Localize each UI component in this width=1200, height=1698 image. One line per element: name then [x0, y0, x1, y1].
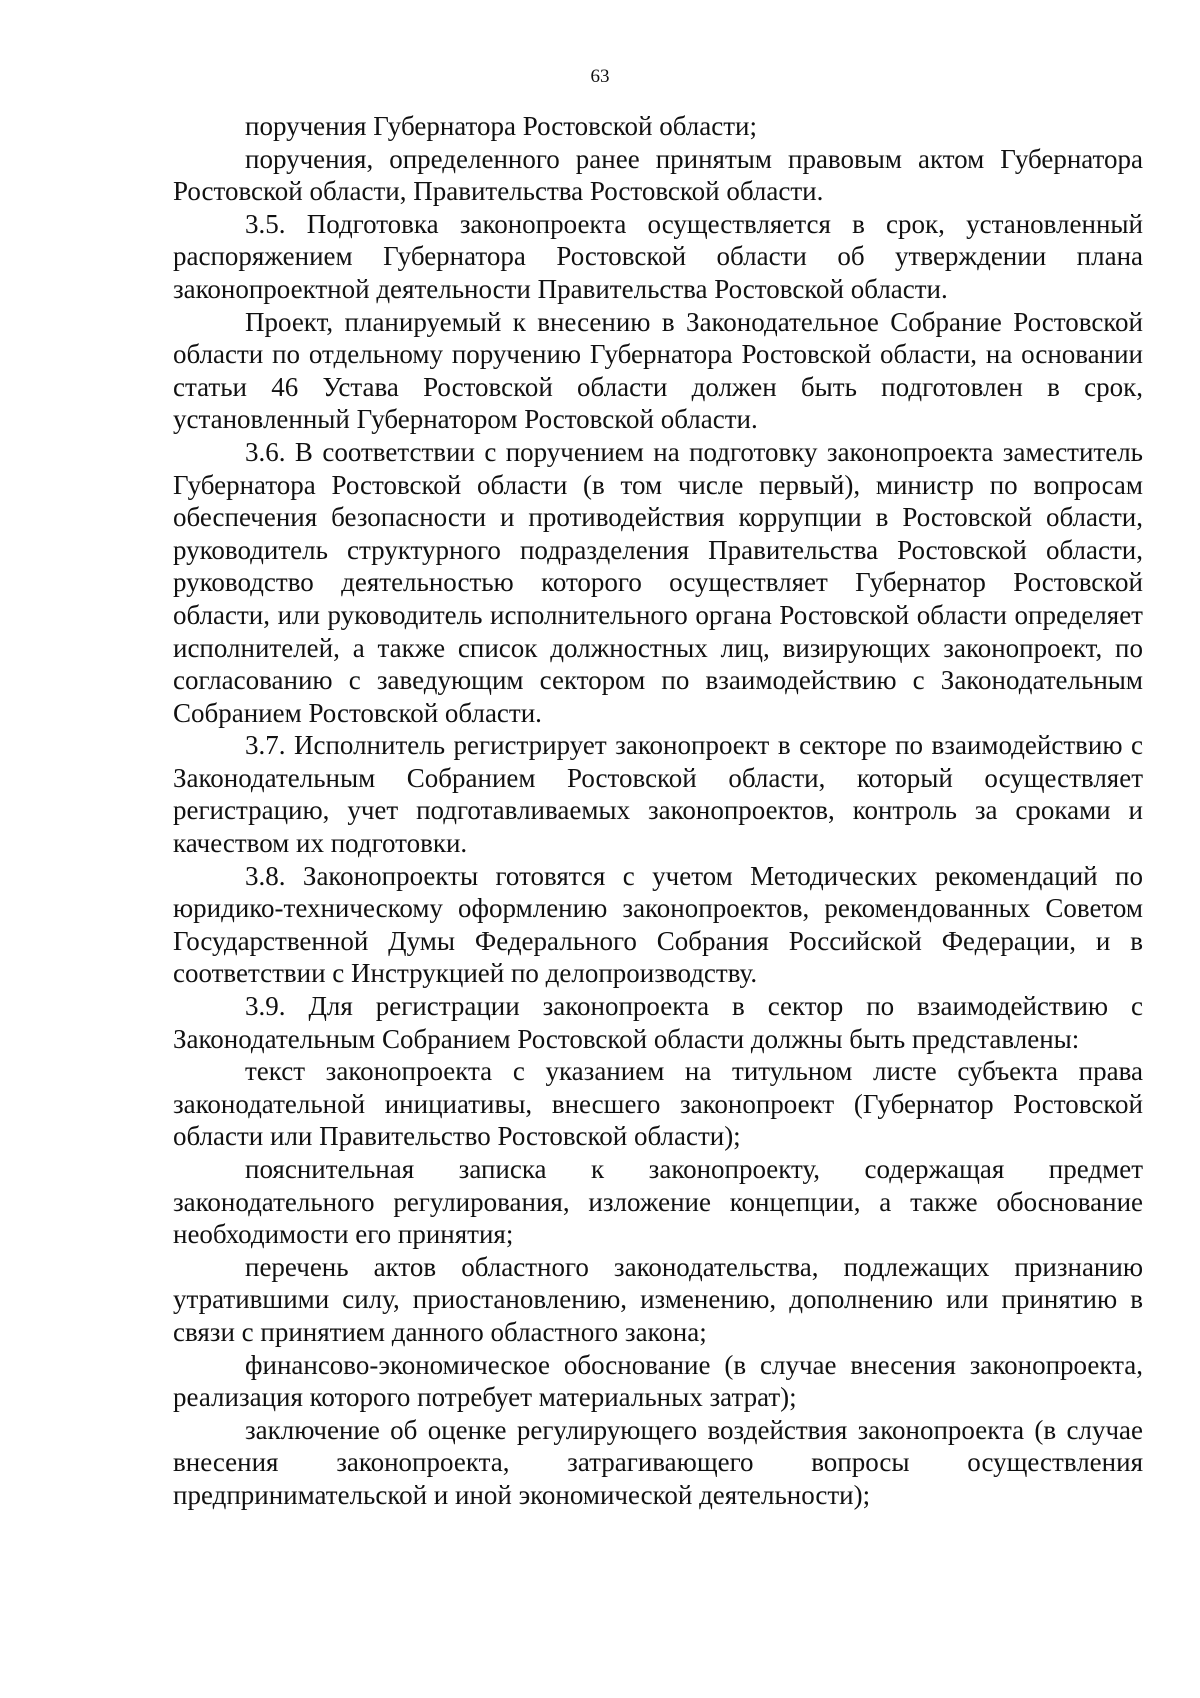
paragraph: пояснительная записка к законопроекту, содержащая предмет законодательного регулирования, изложение концепции, а также обоснование необходимости его принятия;: [173, 1154, 1143, 1250]
page-number: 63: [590, 66, 610, 87]
paragraph: финансово-экономическое обоснование (в случае внесения законопроекта, реализация которого потребует материальных затрат);: [173, 1349, 1143, 1413]
paragraph: 3.5. Подготовка законопроекта осуществляется в срок, установленный распоряжением Губернатора Ростовской области об утверждении плана законопроектной деятельности Правительства Ростовской области.: [173, 208, 1143, 304]
paragraph: текст законопроекта с указанием на титульном листе субъекта права законодательной инициативы, внесшего законопроект (Губернатор Ростовской области или Правительство Ростовской области);: [173, 1056, 1143, 1152]
paragraph: поручения Губернатора Ростовской области;: [245, 111, 757, 141]
paragraph: Проект, планируемый к внесению в Законодательное Собрание Ростовской области по отдельному поручению Губернатора Ростовской области, на основании статьи 46 Устава Ростовской области должен быть подготовлен в срок, установленный Губернатором Ростовской области.: [173, 306, 1143, 435]
paragraph: 3.6. В соответствии с поручением на подготовку законопроекта заместитель Губернатора Ростовской области (в том числе первый), министр по вопросам обеспечения безопасности и противодействия коррупции в Ростовской области, руководитель структурного подразделения Правительства Ростовской области, руководство деятельностью которого осуществляет Губернатор Ростовской области, или руководитель исполнительного органа Ростовской области определяет исполнителей, а также список должностных лиц, визирующих законопроект, по согласованию с заведующим сектором по взаимодействию с Законодательным Собранием Ростовской области.: [173, 436, 1143, 728]
paragraph: заключение об оценке регулирующего воздействия законопроекта (в случае внесения законопроекта, затрагивающего вопросы осуществления предпринимательской и иной экономической деятельности);: [173, 1414, 1143, 1510]
paragraph: поручения, определенного ранее принятым правовым актом Губернатора Ростовской области, Правительства Ростовской области.: [173, 143, 1143, 207]
paragraph: 3.7. Исполнитель регистрирует законопроект в секторе по взаимодействию с Законодательным Собранием Ростовской области, который осуществляет регистрацию, учет подготавливаемых законопроектов, контроль за сроками и качеством их подготовки.: [173, 730, 1143, 859]
paragraph: перечень актов областного законодательства, подлежащих признанию утратившими силу, приостановлению, изменению, дополнению или принятию в связи с принятием данного областного закона;: [173, 1251, 1143, 1347]
document-body: [173, 110, 1143, 1512]
paragraph: 3.9. Для регистрации законопроекта в сектор по взаимодействию с Законодательным Собранием Ростовской области должны быть представлены:: [173, 991, 1143, 1054]
paragraph: 3.8. Законопроекты готовятся с учетом Методических рекомендаций по юридико-техническому оформлению законопроектов, рекомендованных Советом Государственной Думы Федерального Собрания Российской Федерации, и в соответствии с Инструкцией по делопроизводству.: [173, 860, 1143, 989]
